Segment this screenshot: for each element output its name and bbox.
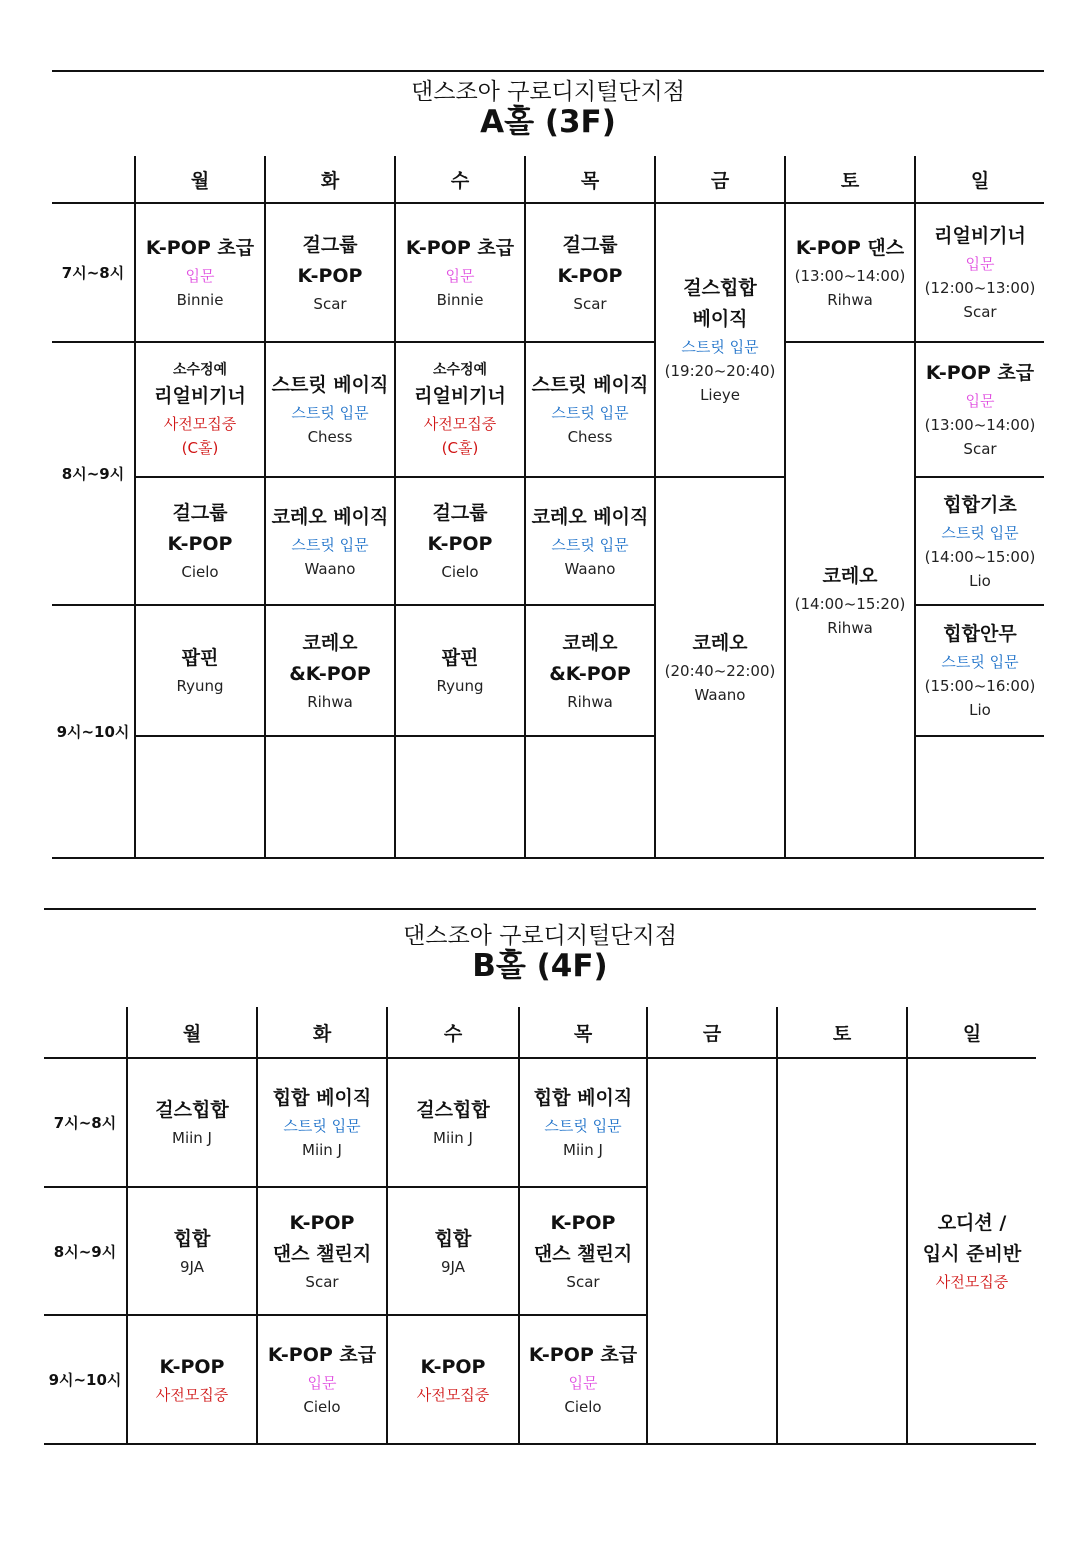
- class-name: 걸스힙합: [416, 1099, 490, 1121]
- class-cell: [915, 605, 1044, 736]
- class-teacher: Lio: [969, 701, 991, 719]
- hall-b-timetable: [44, 1007, 1036, 1445]
- class-teacher: Ryung: [436, 677, 484, 695]
- class-teacher: Scar: [963, 440, 997, 458]
- class-time: (13:00~14:00): [924, 416, 1036, 434]
- class-level: 입문: [965, 255, 995, 273]
- class-teacher: Ryung: [176, 677, 224, 695]
- class-cell: [265, 342, 395, 477]
- day-sat: 토: [777, 1007, 907, 1058]
- class-name: K-POP: [159, 1356, 225, 1378]
- day-tue: 화: [257, 1007, 387, 1058]
- class-cell: [127, 1187, 257, 1315]
- class-teacher: Scar: [963, 303, 997, 321]
- class-teacher: Rihwa: [827, 618, 873, 637]
- class-name: 걸그룹: [562, 233, 618, 256]
- class-level: 입문: [568, 1374, 598, 1392]
- class-cell: [127, 1058, 257, 1187]
- class-name: K-POP 초급: [267, 1344, 377, 1366]
- class-name: 댄스 챌린지: [533, 1243, 633, 1265]
- class-name: K-POP 초급: [528, 1344, 638, 1366]
- class-teacher: Chess: [567, 428, 613, 446]
- hall-a-timetable: [52, 156, 1044, 859]
- class-cell: [135, 605, 265, 736]
- class-time: (14:00~15:20): [794, 594, 906, 613]
- class-cell: [395, 342, 525, 477]
- empty-cell: [915, 736, 1044, 858]
- day-fri: 금: [655, 156, 785, 203]
- class-time: (20:40~22:00): [664, 662, 776, 680]
- class-teacher: Waano: [304, 559, 356, 578]
- class-time: (15:00~16:00): [924, 677, 1036, 695]
- class-cell: [519, 1187, 647, 1315]
- class-tag: 소수정예: [172, 362, 228, 378]
- class-level: 입문: [965, 392, 995, 410]
- hall-b-header: [44, 924, 1036, 983]
- empty-cell: [265, 736, 395, 858]
- class-level: 스트릿 입문: [941, 523, 1019, 542]
- class-name: K-POP: [289, 1212, 355, 1234]
- class-status: 사전모집중: [935, 1273, 1009, 1291]
- class-cell: [395, 477, 525, 605]
- time-slot-8: 8시~9시: [44, 1187, 127, 1315]
- class-teacher: Cielo: [181, 563, 219, 581]
- hall-b-title: B홀 (4F): [472, 948, 608, 985]
- class-name: 걸그룹: [172, 502, 228, 524]
- class-name: 코레오 베이직: [271, 505, 389, 528]
- class-name: 리얼비기너: [934, 225, 1026, 247]
- time-slot-9: 9시~10시: [52, 605, 135, 858]
- class-name: 걸스힙합: [155, 1099, 229, 1121]
- class-cell: [257, 1315, 387, 1444]
- class-name: 걸그룹: [432, 502, 488, 524]
- class-status: 사전모집중: [416, 1386, 490, 1404]
- class-teacher: 9JA: [180, 1257, 204, 1276]
- class-cell: [655, 203, 785, 477]
- class-name: K-POP: [557, 264, 623, 287]
- class-time: (13:00~14:00): [794, 267, 906, 285]
- class-level: 스트릿 입문: [291, 404, 369, 422]
- class-name: 코레오: [822, 564, 878, 587]
- hall-a-title: A홀 (3F): [480, 104, 616, 141]
- time-slot-8: 8시~9시: [52, 342, 135, 605]
- class-cell: [265, 203, 395, 342]
- class-cell: [525, 342, 655, 477]
- class-teacher: Scar: [305, 1273, 339, 1291]
- class-cell: [127, 1315, 257, 1444]
- class-name: 힙합기초: [943, 493, 1017, 516]
- class-teacher: 9JA: [441, 1257, 465, 1276]
- class-name: K-POP 초급: [925, 362, 1035, 384]
- class-level: 스트릿 입문: [291, 535, 369, 554]
- class-name: 리얼비기너: [154, 385, 246, 407]
- class-cell: [387, 1315, 519, 1444]
- class-teacher: Lieye: [700, 386, 740, 404]
- empty-cell: [395, 736, 525, 858]
- class-teacher: Miin J: [433, 1129, 473, 1147]
- class-name: 힙합: [434, 1227, 472, 1250]
- class-time: (12:00~13:00): [924, 279, 1036, 297]
- class-time: (19:20~20:40): [664, 362, 776, 380]
- class-name: K-POP: [550, 1212, 616, 1234]
- class-tag: 소수정예: [432, 362, 488, 378]
- class-cell: [915, 477, 1044, 605]
- class-hall: (C홀): [441, 439, 479, 457]
- class-cell: [519, 1058, 647, 1187]
- class-cell: [525, 605, 655, 736]
- class-teacher: Waano: [694, 686, 746, 704]
- class-teacher: Lio: [969, 571, 991, 590]
- hall-a-top-rule: [52, 70, 1044, 72]
- class-name: K-POP: [427, 533, 493, 555]
- class-name: 코레오: [302, 631, 358, 654]
- class-cell: [915, 342, 1044, 477]
- class-status: 사전모집중: [155, 1386, 229, 1404]
- class-teacher: Miin J: [563, 1141, 603, 1159]
- class-cell: [265, 605, 395, 736]
- day-tue: 화: [265, 156, 395, 203]
- day-thu: 목: [525, 156, 655, 203]
- class-name: K-POP: [297, 264, 363, 287]
- empty-cell: [777, 1058, 907, 1444]
- class-name: K-POP: [167, 533, 233, 555]
- empty-cell: [525, 736, 655, 858]
- class-cell: [525, 203, 655, 342]
- class-teacher: Rihwa: [827, 291, 873, 309]
- class-teacher: Miin J: [302, 1141, 342, 1159]
- hall-a-subtitle: 댄스조아 구로디지털단지점: [411, 79, 685, 105]
- class-cell: [655, 477, 785, 858]
- class-cell: [387, 1187, 519, 1315]
- class-name: 힙합안무: [943, 623, 1017, 645]
- class-name: 걸그룹: [302, 233, 358, 256]
- day-mon: 월: [135, 156, 265, 203]
- class-cell: [915, 203, 1044, 342]
- class-cell: [135, 477, 265, 605]
- time-slot-9: 9시~10시: [44, 1315, 127, 1444]
- day-mon: 월: [127, 1007, 257, 1058]
- class-cell: [135, 203, 265, 342]
- day-header-row: [44, 1007, 1036, 1058]
- class-name: &K-POP: [289, 662, 371, 685]
- class-level: 스트릿 입문: [551, 404, 629, 422]
- class-name: 팝핀: [441, 647, 479, 669]
- class-name: K-POP 댄스: [795, 237, 905, 259]
- class-teacher: Miin J: [172, 1129, 212, 1147]
- class-teacher: Chess: [307, 428, 353, 446]
- class-teacher: Cielo: [303, 1398, 341, 1416]
- time-slot-7: 7시~8시: [52, 203, 135, 342]
- hall-a-header: [52, 80, 1044, 139]
- class-name: K-POP 초급: [405, 237, 515, 259]
- day-wed: 수: [387, 1007, 519, 1058]
- class-name: 오디션 /: [937, 1212, 1007, 1234]
- class-name: K-POP: [420, 1356, 486, 1378]
- class-name: 스트릿 베이직: [271, 374, 389, 396]
- class-cell: [519, 1315, 647, 1444]
- empty-cell: [647, 1058, 777, 1444]
- class-teacher: Waano: [564, 559, 616, 578]
- class-name: 걸스힙합: [683, 277, 757, 299]
- class-cell: [785, 342, 915, 858]
- corner-cell: [44, 1007, 127, 1058]
- class-teacher: Scar: [566, 1273, 600, 1291]
- class-time: (14:00~15:00): [924, 547, 1036, 566]
- class-level: 입문: [185, 267, 215, 285]
- class-name: 힙합: [173, 1227, 211, 1250]
- class-cell: [525, 477, 655, 605]
- day-thu: 목: [519, 1007, 647, 1058]
- class-teacher: Rihwa: [567, 692, 613, 711]
- hall-b-subtitle: 댄스조아 구로디지털단지점: [403, 923, 677, 949]
- class-name: 힙합 베이직: [272, 1087, 372, 1109]
- day-fri: 금: [647, 1007, 777, 1058]
- class-hall: (C홀): [181, 439, 219, 457]
- class-level: 스트릿 입문: [941, 653, 1019, 671]
- empty-cell: [135, 736, 265, 858]
- class-teacher: Rihwa: [307, 692, 353, 711]
- class-status: 사전모집중: [163, 415, 237, 433]
- class-name: K-POP 초급: [145, 237, 255, 259]
- class-cell: [387, 1058, 519, 1187]
- class-cell: [395, 605, 525, 736]
- hall-b-top-rule: [44, 908, 1036, 910]
- class-level: 입문: [445, 267, 475, 285]
- class-cell: [257, 1058, 387, 1187]
- class-status: 사전모집중: [423, 415, 497, 433]
- class-teacher: Scar: [573, 294, 607, 313]
- class-level: 스트릿 입문: [544, 1117, 622, 1135]
- class-name: 베이직: [692, 308, 748, 330]
- class-teacher: Binnie: [176, 291, 224, 309]
- class-cell: [135, 342, 265, 477]
- class-name: 힙합 베이직: [533, 1087, 633, 1109]
- class-cell: [257, 1187, 387, 1315]
- day-sat: 토: [785, 156, 915, 203]
- class-level: 입문: [307, 1374, 337, 1392]
- class-cell: [265, 477, 395, 605]
- class-name: 입시 준비반: [922, 1243, 1022, 1265]
- day-sun: 일: [915, 156, 1044, 203]
- class-teacher: Binnie: [436, 291, 484, 309]
- class-cell: [785, 203, 915, 342]
- class-name: 댄스 챌린지: [272, 1243, 372, 1265]
- class-name: 코레오: [562, 631, 618, 654]
- class-name: 팝핀: [181, 647, 219, 669]
- class-name: &K-POP: [549, 662, 631, 685]
- class-level: 스트릿 입문: [283, 1117, 361, 1135]
- class-level: 스트릿 입문: [551, 535, 629, 554]
- class-name: 코레오: [692, 632, 748, 654]
- class-teacher: Scar: [313, 294, 347, 313]
- class-level: 스트릿 입문: [681, 338, 759, 356]
- day-wed: 수: [395, 156, 525, 203]
- class-name: 리얼비기너: [414, 385, 506, 407]
- class-teacher: Cielo: [441, 563, 479, 581]
- day-sun: 일: [907, 1007, 1036, 1058]
- time-slot-7: 7시~8시: [44, 1058, 127, 1187]
- class-cell: [395, 203, 525, 342]
- class-teacher: Cielo: [564, 1398, 602, 1416]
- class-name: 코레오 베이직: [531, 505, 649, 528]
- class-cell: [907, 1058, 1036, 1444]
- day-header-row: [52, 156, 1044, 203]
- corner-cell: [52, 156, 135, 203]
- class-name: 스트릿 베이직: [531, 374, 649, 396]
